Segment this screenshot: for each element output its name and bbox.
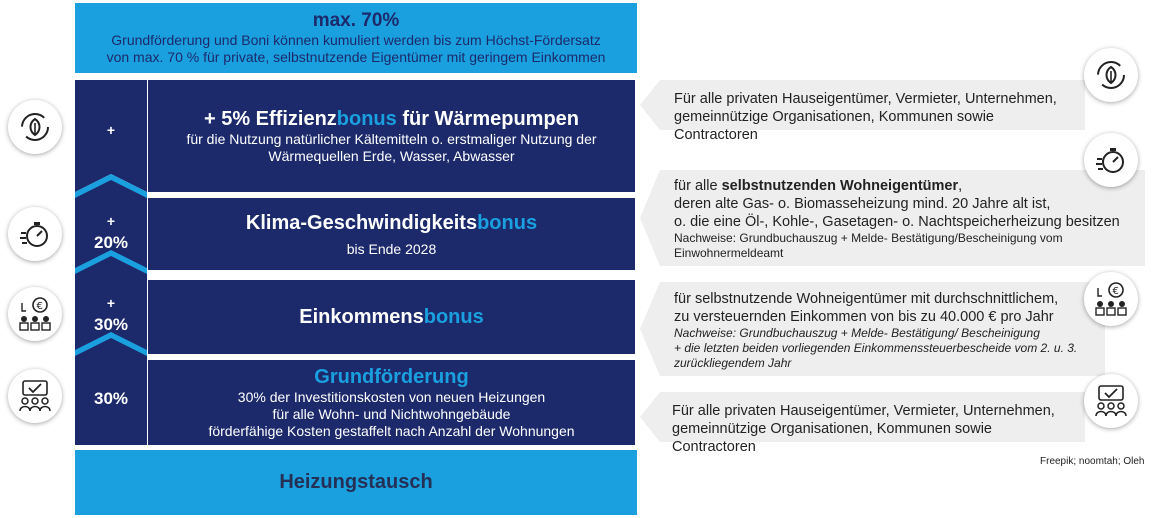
euro-people-icon	[8, 287, 62, 341]
eco-cycle-icon	[1084, 48, 1138, 102]
left-plus-efficiency	[75, 115, 147, 145]
svg-text:€: €	[36, 301, 43, 312]
callout-income-note1: Nachweise: Grundbuchauszug + Melde- Bestätigung/ Bescheinigung	[674, 326, 1040, 340]
callout-efficiency-line2: gemeinnützige Organisationen, Kommunen sowie Contractoren	[674, 109, 994, 143]
max-desc-line1: Grundförderung und Boni können kumuliert werden bis zum Höchst-Fördersatz	[111, 32, 601, 48]
callout-climate-line3: o. die eine Öl-, Kohle-, Gasetagen- o. Nachtspeicherheizung besitzen	[674, 214, 1120, 230]
base-desc-line2: für alle Wohn- und Nichtwohngebäude	[272, 406, 511, 422]
check-group-icon	[1084, 374, 1138, 428]
heating-replacement-banner	[75, 450, 637, 515]
left-cell-climate	[75, 200, 147, 264]
plus-sign: +	[106, 121, 116, 138]
climate-percent: 20%	[93, 233, 129, 252]
callout-income	[660, 282, 1105, 376]
check-group-icon	[8, 369, 62, 423]
base-title: Grundförderung	[314, 366, 469, 388]
base-desc-line3: förderfähige Kosten gestaffelt nach Anzahl der Wohnungen	[208, 423, 575, 439]
income-title: Einkommensbonus	[299, 306, 484, 328]
stopwatch-icon	[1084, 133, 1138, 187]
base-desc-line1: 30% der Investitionskosten von neuen Heizungen	[237, 389, 546, 405]
icon-credit: Freepik; noomtah; Oleh	[1040, 456, 1145, 467]
efficiency-bonus-box	[148, 80, 635, 192]
plus-sign: +	[106, 213, 116, 229]
callout-efficiency	[660, 80, 1085, 143]
stopwatch-icon	[8, 207, 62, 261]
callout-climate-note1: Nachweise: Grundbuchauszug + Melde- Bestätigung/Bescheinigung vom	[674, 231, 1063, 245]
left-cell-base	[75, 378, 147, 418]
callout-income-line1: für selbstnutzende Wohneigentümer mit durchschnittlichem,	[674, 291, 1059, 307]
svg-text:€: €	[1112, 286, 1119, 297]
callout-pointer	[640, 80, 660, 130]
callout-income-note2: + die letzten beiden vorliegenden Einkommenssteuerbescheide vom 2. u. 3.	[674, 341, 1078, 355]
max-banner	[75, 3, 637, 73]
callout-base-line2: gemeinnützige Organisationen, Kommunen sowie Contractoren	[672, 421, 992, 455]
efficiency-desc-line2: Wärmequellen Erde, Wasser, Abwasser	[268, 148, 515, 164]
climate-desc: bis Ende 2028	[346, 240, 437, 257]
eco-cycle-icon	[8, 100, 62, 154]
base-funding-box	[148, 360, 635, 445]
max-title: max. 70%	[312, 10, 400, 31]
climate-title: Klima-Geschwindigkeitsbonus	[245, 211, 538, 234]
euro-people-icon	[1084, 272, 1138, 326]
callout-climate-line1: für alle selbstnutzenden Wohneigentümer,	[674, 178, 963, 194]
callout-pointer	[640, 282, 660, 376]
income-percent: 30%	[93, 315, 129, 334]
efficiency-title: + 5% Effizienzbonus für Wärmepumpen	[203, 108, 580, 130]
callout-income-note3: zurückliegendem Jahr	[674, 356, 792, 370]
callout-efficiency-line1: Für alle privaten Hauseigentümer, Vermieter, Unternehmen,	[674, 91, 1057, 107]
base-percent: 30%	[93, 388, 129, 408]
climate-speed-bonus-box	[148, 198, 635, 270]
callout-climate-note2: Einwohnermeldeamt	[674, 246, 784, 260]
callout-pointer	[640, 170, 660, 266]
max-desc-line2: von max. 70 % für private, selbstnutzende Eigentümer mit geringem Einkommen	[106, 49, 606, 65]
efficiency-desc-line1: für die Nutzung natürlicher Kältemitteln o. erstmaliger Nutzung der	[186, 131, 597, 147]
callout-base-line1: Für alle privaten Hauseigentümer, Vermieter, Unternehmen,	[672, 403, 1055, 419]
callout-climate-line2: deren alte Gas- o. Biomasseheizung mind. 20 Jahre alt ist,	[674, 196, 1051, 212]
plus-sign: +	[106, 295, 116, 311]
income-bonus-box	[148, 280, 635, 354]
left-cell-income	[75, 282, 147, 346]
heating-replacement-label: Heizungstausch	[279, 471, 433, 493]
callout-pointer	[640, 392, 660, 442]
callout-climate	[660, 170, 1145, 266]
callout-base	[660, 392, 1085, 455]
callout-income-line2: zu versteuernden Einkommen von bis zu 40.000 € pro Jahr	[674, 309, 1054, 325]
